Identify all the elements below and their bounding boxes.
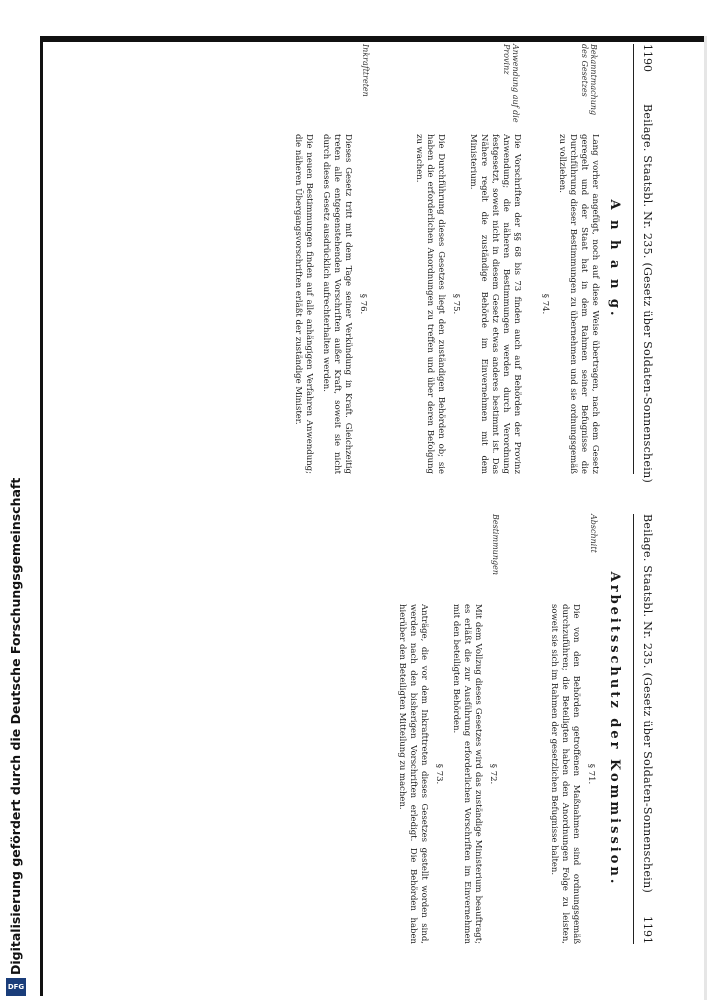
right-page-header [634, 514, 654, 944]
right-margin-note-2: Bestimmungen [491, 514, 500, 575]
right-section-1 [542, 604, 600, 944]
section-number: § 76. [358, 293, 368, 315]
paragraph: Mit dem Vollzug dieses Gesetzes wird das zuständige Ministerium beauftragt; es erläßt die zur Ausführung erforderlichen Vorschriften im Einvernehmen mit den beteiligten Behörden. [451, 604, 483, 944]
paragraph: Dieses Gesetz tritt mit dem Tage seiner Verkündung in Kraft. Gleichzeitig treten alle entgegenstehenden Vorschriften außer Kraft, soweit sie nicht durch dieses Gesetz ausdrücklich aufrechterhalten werden. [321, 134, 353, 474]
section-number: § 73. [434, 763, 444, 785]
paragraph: Lang vorher angefügt, noch auf diese Weise übertragen, nach dem Gesetz geregelt und der Staat hat in dem Rahmen seiner Befugnisse die Durchführung dieser Bestimmungen zu übernehmen und sie ordnungsgemäß zu vollziehen. [557, 134, 600, 474]
paragraph: Die neuen Bestimmungen finden auf alle anhängigen Verfahren Anwendung; die näheren Übergangsvorschriften erläßt der zuständige Minister. [293, 134, 314, 474]
left-header-rule [633, 44, 634, 474]
left-section-3 [286, 134, 372, 474]
right-section-2 [390, 604, 502, 944]
right-running-header: Beilage. Staatsbl. Nr. 235. (Gesetz über Soldaten-Sonnenschein) [641, 514, 654, 894]
section-number: § 74. [540, 293, 550, 315]
dfg-footer [0, 477, 40, 1000]
left-section-1 [535, 134, 600, 474]
left-running-header: Beilage. Staatsbl. Nr. 235. (Gesetz über Soldaten-Sonnenschein) [641, 104, 654, 484]
scanned-page [56, 44, 660, 949]
right-page-title: Arbeitsschutz der Kommission. [607, 571, 622, 887]
section-number: § 75. [451, 293, 461, 315]
dfg-logo-icon: DFG [6, 978, 26, 996]
dfg-notice: Digitalisierung gefördert durch die Deutsche Forschungsgemeinschaft [8, 477, 23, 975]
paragraph: Die von den Behörden getroffenen Maßnahmen sind ordnungsgemäß durchzuführen; die Beteiligten haben den Anordnungen Folge zu leisten, soweit sie sich im Rahmen der gesetzlichen Befugnisse halten. [549, 604, 581, 944]
paragraph: Die Vorschriften der §§ 68 bis 73 finden auch auf Behörden der Provinz Anwendung; die näheren Bestimmungen werden durch Verordnung festgesetzt, soweit nicht in diesem Gesetz etwas anderes bestimmt ist. Das Nähere regelt die zuständige Behörde im Einvernehmen mit dem Ministerium. [468, 134, 522, 474]
left-page-header [634, 44, 654, 484]
paragraph: Anträge, die vor dem Inkrafttreten dieses Gesetzes gestellt worden sind, werden nach den bisherigen Vorschriften erledigt. Die Behörden haben hierüber den Beteiligten Mitteilung zu machen. [397, 604, 429, 944]
left-margin-note-3: Inkrafttreten [361, 44, 370, 97]
section-number: § 71. [586, 763, 596, 785]
left-margin-note-2: Anwendung auf die Provinz [502, 44, 520, 123]
right-header-rule [633, 514, 634, 944]
scan-left-border [40, 36, 43, 996]
right-page-number: 1191 [641, 916, 654, 944]
left-page-number: 1190 [641, 44, 654, 72]
scan-top-border [40, 36, 707, 42]
left-section-2 [407, 134, 522, 474]
left-page-title: A n h a n g. [607, 199, 622, 319]
section-number: § 72. [488, 763, 498, 785]
right-page [56, 514, 660, 944]
paragraph: Die Durchführung dieses Gesetzes liegt den zuständigen Behörden ob; sie haben die erforderlichen Anordnungen zu treffen und über deren Befolgung zu wachen. [414, 134, 446, 474]
left-margin-note-1: Bekanntmachung des Gesetzes [580, 44, 598, 116]
right-margin-note-1: Abschnitt [589, 514, 598, 553]
left-page [56, 44, 660, 484]
